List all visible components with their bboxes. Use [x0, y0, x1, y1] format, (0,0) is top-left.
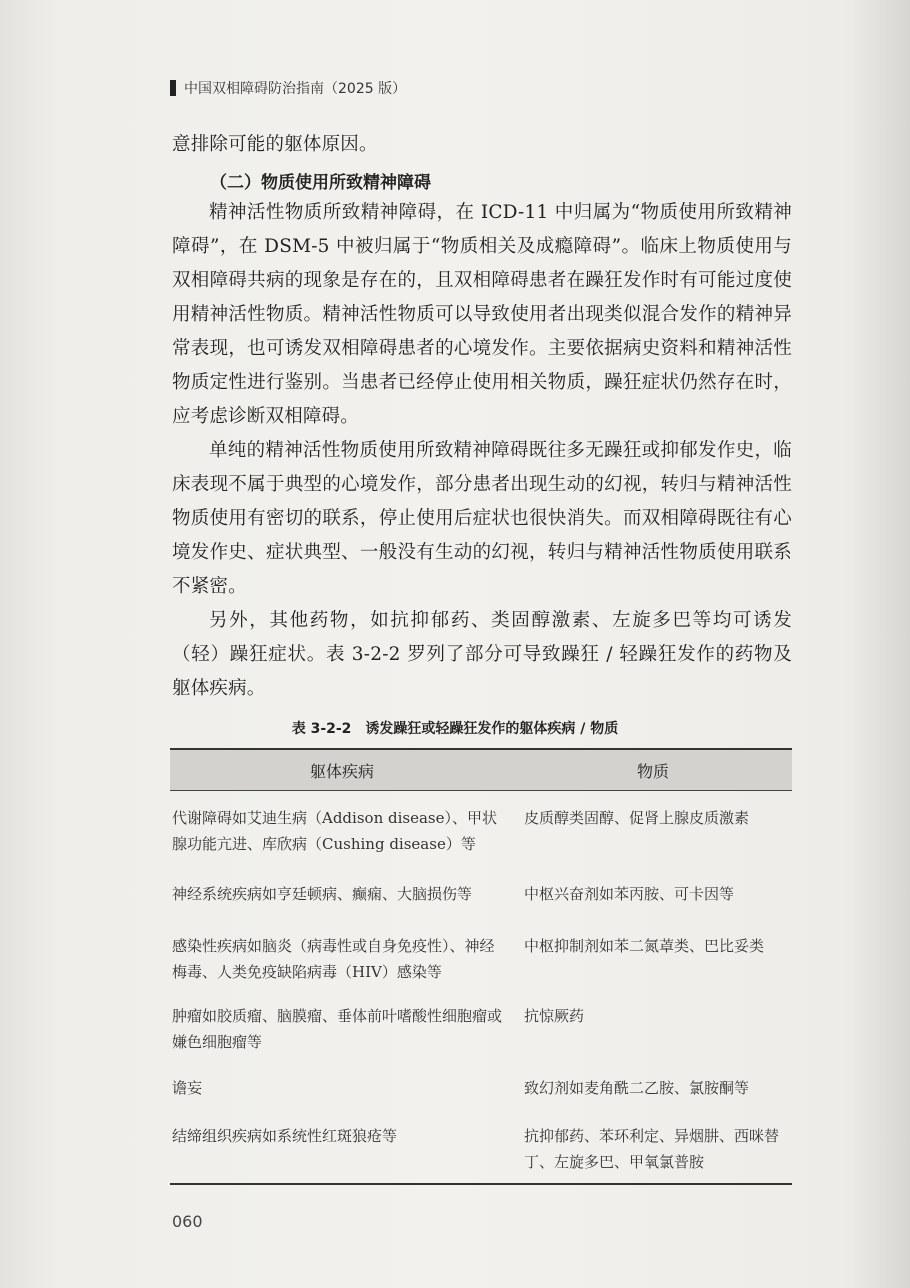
table-row: [170, 1121, 792, 1183]
table-header-row: [170, 748, 792, 791]
cell-substance: 抗惊厥药: [524, 1007, 585, 1025]
running-header: [170, 78, 406, 98]
paragraph-1: 精神活性物质所致精神障碍，在 ICD-11 中归属为“物质使用所致精神障碍”，在 DSM-5 中被归属于“物质相关及成瘾障碍”。临床上物质使用与双相障碍共病的现象是存在的，且双相障碍患者在躁狂发作时有可能过度使用精神活性物质。精神活性物质可以导致使用者出现类似混合发作的精神异常表现，也可诱发双相障碍患者的心境发作。主要依据病史资料和精神活性物质定性进行鉴别。当患者已经停止使用相关物质，躁狂症状仍然存在时，应考虑诊断双相障碍。: [172, 202, 792, 427]
table-row: [170, 869, 792, 921]
cell-substance: 中枢兴奋剂如苯丙胺、可卡因等: [524, 885, 735, 903]
cell-disease: 肿瘤如胶质瘤、脑膜瘤、垂体前叶嗜酸性细胞瘤或嫌色细胞瘤等: [172, 1007, 503, 1051]
table-row: [170, 921, 792, 993]
page-number: 060: [172, 1212, 203, 1231]
table-caption: 表 3-2-2 诱发躁狂或轻躁狂发作的躯体疾病 / 物质: [291, 721, 619, 737]
table-row: [170, 1065, 792, 1121]
cell-disease: 神经系统疾病如亨廷顿病、癫痫、大脑损伤等: [172, 885, 473, 903]
cell-disease: 谵妄: [172, 1079, 203, 1097]
table-row: [170, 791, 792, 869]
column-header-disease: 躯体疾病: [309, 761, 374, 781]
paragraph-3: 另外，其他药物，如抗抑郁药、类固醇激素、左旋多巴等均可诱发（轻）躁狂症状。表 3-2-2 罗列了部分可导致躁狂 / 轻躁狂发作的药物及躯体疾病。: [172, 610, 792, 699]
section-heading: （二）物质使用所致精神障碍: [210, 173, 431, 193]
page-shadow: [840, 0, 910, 1288]
header-bar-mark: [170, 80, 176, 96]
cell-substance: 抗抑郁药、苯环利定、异烟肼、西咪替丁、左旋多巴、甲氧氯普胺: [524, 1127, 780, 1171]
paragraph-2: 单纯的精神活性物质使用所致精神障碍既往多无躁狂或抑郁发作史，临床表现不属于典型的心境发作，部分患者出现生动的幻视，转归与精神活性物质使用有密切的联系，停止使用后症状也很快消失。而双相障碍既往有心境发作史、症状典型、一般没有生动的幻视，转归与精神活性物质使用联系不紧密。: [172, 440, 792, 597]
cell-substance: 致幻剂如麦角酰二乙胺、氯胺酮等: [524, 1079, 750, 1097]
paragraph-0: 意排除可能的躯体原因。: [172, 134, 378, 155]
running-title: 中国双相障碍防治指南（2025 版）: [184, 81, 407, 97]
cell-disease: 代谢障碍如艾迪生病（Addison disease）、甲状腺功能亢进、库欣病（Cushing disease）等: [172, 809, 497, 853]
data-table: [170, 748, 792, 1185]
cell-substance: 皮质醇类固醇、促肾上腺皮质激素: [524, 809, 750, 827]
cell-disease: 结缔组织疾病如系统性红斑狼疮等: [172, 1127, 398, 1145]
table-bottom-rule: [170, 1183, 792, 1185]
cell-disease: 感染性疾病如脑炎（病毒性或自身免疫性）、神经梅毒、人类免疫缺陷病毒（HIV）感染等: [172, 937, 495, 981]
cell-substance: 中枢抑制剂如苯二氮䓬类、巴比妥类: [524, 937, 765, 955]
table-row: [170, 993, 792, 1065]
column-header-substance: 物质: [636, 761, 669, 781]
